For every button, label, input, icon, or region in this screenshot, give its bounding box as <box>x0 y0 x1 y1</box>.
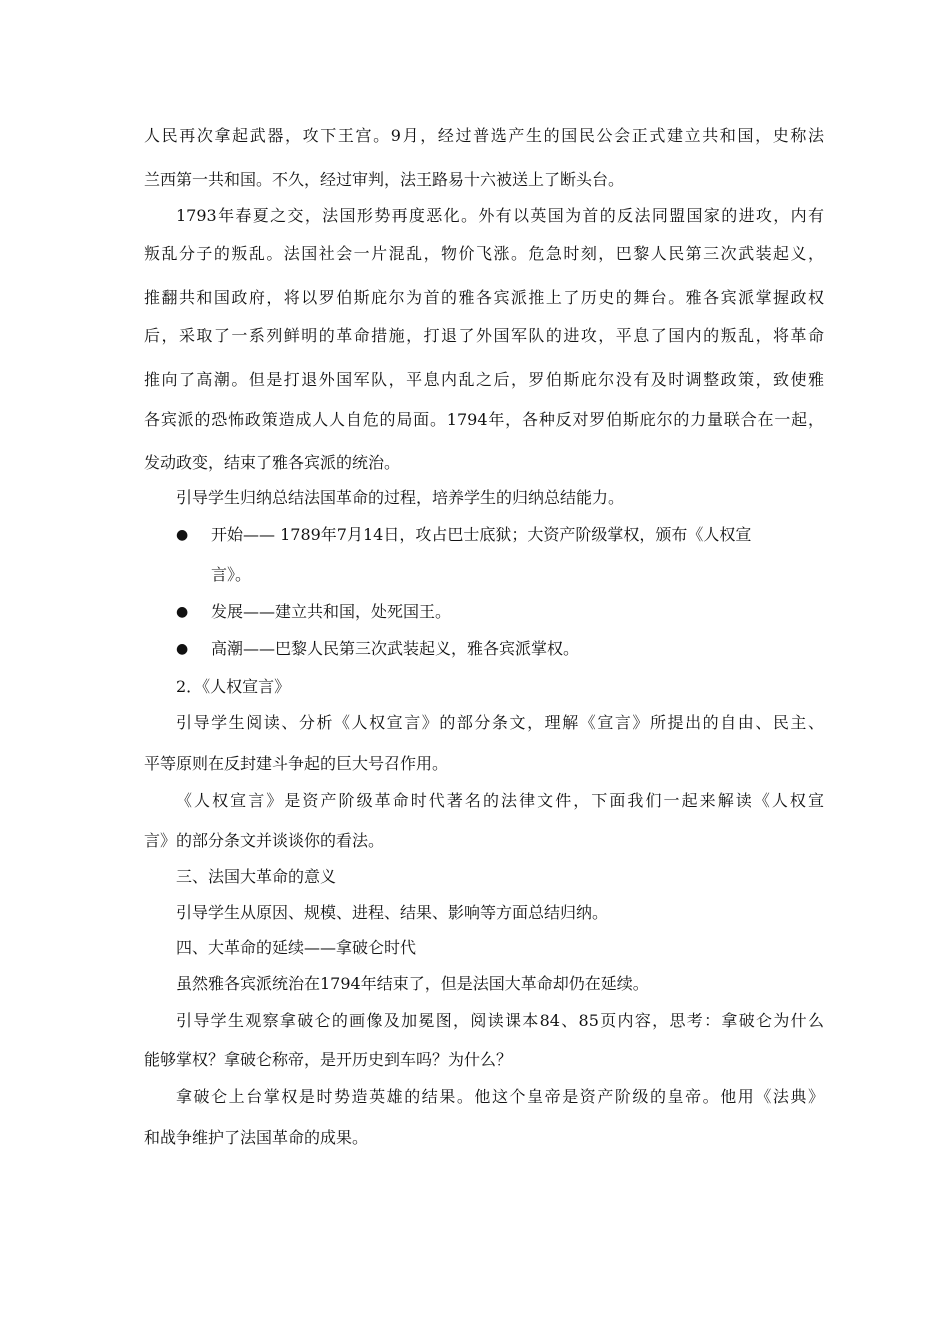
text-line: 能够掌权？拿破仑称帝，是开历史到车吗？为什么？ <box>144 1050 513 1069</box>
text-line: 引导学生阅读、分析《人权宣言》的部分条文，理解《宣言》所提出的自由、民主、 <box>176 713 824 732</box>
bullet-item: 高潮——巴黎人民第三次武装起义，雅各宾派掌权。 <box>211 639 580 658</box>
text-line: 发动政变，结束了雅各宾派的统治。 <box>144 453 401 472</box>
text-line: 1793年春夏之交，法国形势再度恶化。外有以英国为首的反法同盟国家的进攻，内有 <box>176 206 824 225</box>
text-line: 引导学生观察拿破仑的画像及加冕图，阅读课本84、85页内容，思考：拿破仑为什么 <box>176 1011 824 1030</box>
text-line: 推翻共和国政府，将以罗伯斯庇尔为首的雅各宾派推上了历史的舞台。雅各宾派掌握政权 <box>144 288 824 307</box>
section-heading: 2．《人权宣言》 <box>176 677 291 696</box>
text-line: 和战争维护了法国革命的成果。 <box>144 1128 369 1147</box>
text-line: 叛乱分子的叛乱。法国社会一片混乱，物价飞涨。危急时刻，巴黎人民第三次武装起义， <box>144 244 824 263</box>
text-line: 人民再次拿起武器，攻下王宫。9月，经过普选产生的国民公会正式建立共和国，史称法 <box>144 126 824 145</box>
bullet-icon: ● <box>176 641 189 657</box>
bullet-icon: ● <box>176 527 189 543</box>
text-line: 拿破仑上台掌权是时势造英雄的结果。他这个皇帝是资产阶级的皇帝。他用《法典》 <box>176 1087 824 1106</box>
text-line: 兰西第一共和国。不久，经过审判，法王路易十六被送上了断头台。 <box>144 170 625 189</box>
text-line: 言》的部分条文并谈谈你的看法。 <box>144 831 385 850</box>
text-line: 平等原则在反封建斗争起的巨大号召作用。 <box>144 754 449 773</box>
section-heading: 四、大革命的延续——拿破仑时代 <box>176 938 417 957</box>
text-line: 推向了高潮。但是打退外国军队，平息内乱之后，罗伯斯庇尔没有及时调整政策，致使雅 <box>144 370 824 389</box>
text-line: 各宾派的恐怖政策造成人人自危的局面。1794年，各种反对罗伯斯庇尔的力量联合在一起， <box>144 410 824 429</box>
text-line: 虽然雅各宾派统治在1794年结束了，但是法国大革命却仍在延续。 <box>176 974 649 993</box>
text-line: 引导学生从原因、规模、进程、结果、影响等方面总结归纳。 <box>176 903 609 922</box>
bullet-item-continuation: 言》。 <box>211 565 252 584</box>
text-line: 后，采取了一系列鲜明的革命措施，打退了外国军队的进攻，平息了国内的叛乱，将革命 <box>144 326 824 345</box>
text-line: 《人权宣言》是资产阶级革命时代著名的法律文件，下面我们一起来解读《人权宣 <box>176 791 824 810</box>
bullet-item: 发展——建立共和国，处死国王。 <box>211 602 452 621</box>
section-heading: 三、法国大革命的意义 <box>176 867 337 886</box>
bullet-icon: ● <box>176 604 189 620</box>
text-line: 引导学生归纳总结法国革命的过程，培养学生的归纳总结能力。 <box>176 488 625 507</box>
bullet-item: 开始—— 1789年7月14日，攻占巴士底狱；大资产阶级掌权，颁布《人权宣 <box>211 525 752 544</box>
